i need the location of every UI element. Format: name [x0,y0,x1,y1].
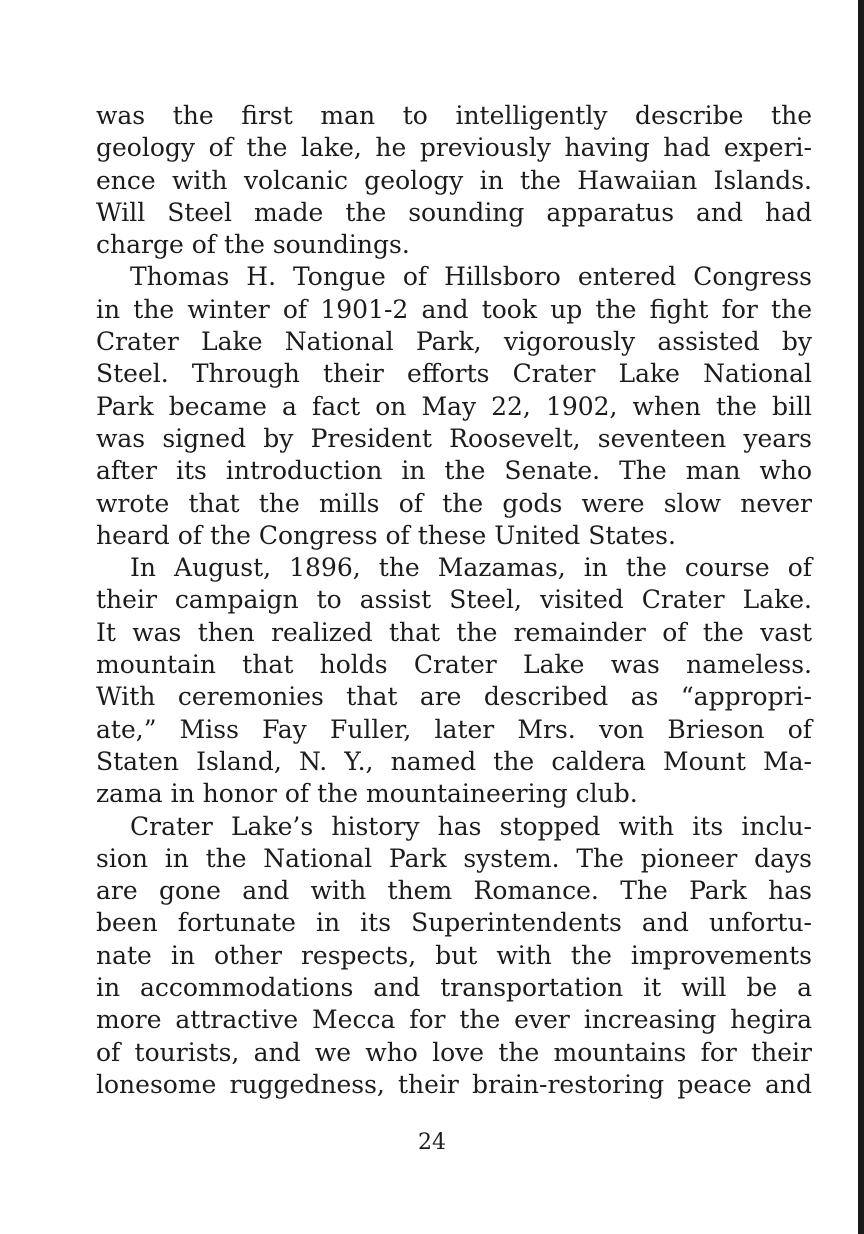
text-line: after its introduction in the Senate. The man who [96,456,812,486]
paragraph [96,811,812,1102]
text-line: ence with volcanic geology in the Hawaiian Islands. [96,165,812,195]
text-line: nate in other respects, but with the improvements [96,940,812,970]
text-line: Steel. Through their efforts Crater Lake National [96,359,812,389]
text-line: geology of the lake, he previously having had experi- [96,133,812,163]
text-line: wrote that the mills of the gods were slow never [96,488,812,518]
paragraph [96,552,812,810]
text-line: mountain that holds Crater Lake was nameless. [96,650,812,680]
page-edge-border [858,0,864,1234]
text-line: Crater Lake National Park, vigorously assisted by [96,327,812,357]
text-line: heard of the Congress of these United States. [96,520,676,550]
text-line: was the first man to intelligently describe the [96,101,812,130]
paragraph [96,100,812,261]
text-line: more attractive Mecca for the ever increasing hegira [96,1005,812,1035]
text-line: Crater Lake’s history has stopped with its inclu- [130,811,812,841]
text-line: Will Steel made the sounding apparatus and had [96,197,812,227]
text-line: In August, 1896, the Mazamas, in the course of [130,553,812,583]
text-line: been fortunate in its Superintendents and unfortu- [96,908,812,938]
text-line: was signed by President Roosevelt, seventeen years [96,423,812,453]
text-line: lonesome ruggedness, their brain-restoring peace and [96,1069,812,1099]
text-line: With ceremonies that are described as “appropri- [96,682,812,712]
text-line: ate,” Miss Fay Fuller, later Mrs. von Brieson of [96,714,812,744]
text-line: sion in the National Park system. The pioneer days [96,843,812,873]
text-line: zama in honor of the mountaineering club. [96,779,638,809]
text-line: Staten Island, N. Y., named the caldera Mount Ma- [96,746,812,776]
text-line: in the winter of 1901-2 and took up the fight for the [96,294,812,324]
text-line: Thomas H. Tongue of Hillsboro entered Congress [130,262,812,292]
text-line: It was then realized that the remainder of the vast [96,617,812,647]
text-line: Park became a fact on May 22, 1902, when the bill [96,391,812,421]
text-line: charge of the soundings. [96,230,410,260]
text-line: their campaign to assist Steel, visited Crater Lake. [96,585,812,615]
text-line: of tourists, and we who love the mountains for their [96,1037,812,1067]
page-number: 24 [418,1130,446,1155]
text-line: in accommodations and transportation it will be a [96,973,812,1003]
body-text [96,100,812,1101]
text-line: are gone and with them Romance. The Park has [96,876,812,906]
paragraph [96,261,812,552]
